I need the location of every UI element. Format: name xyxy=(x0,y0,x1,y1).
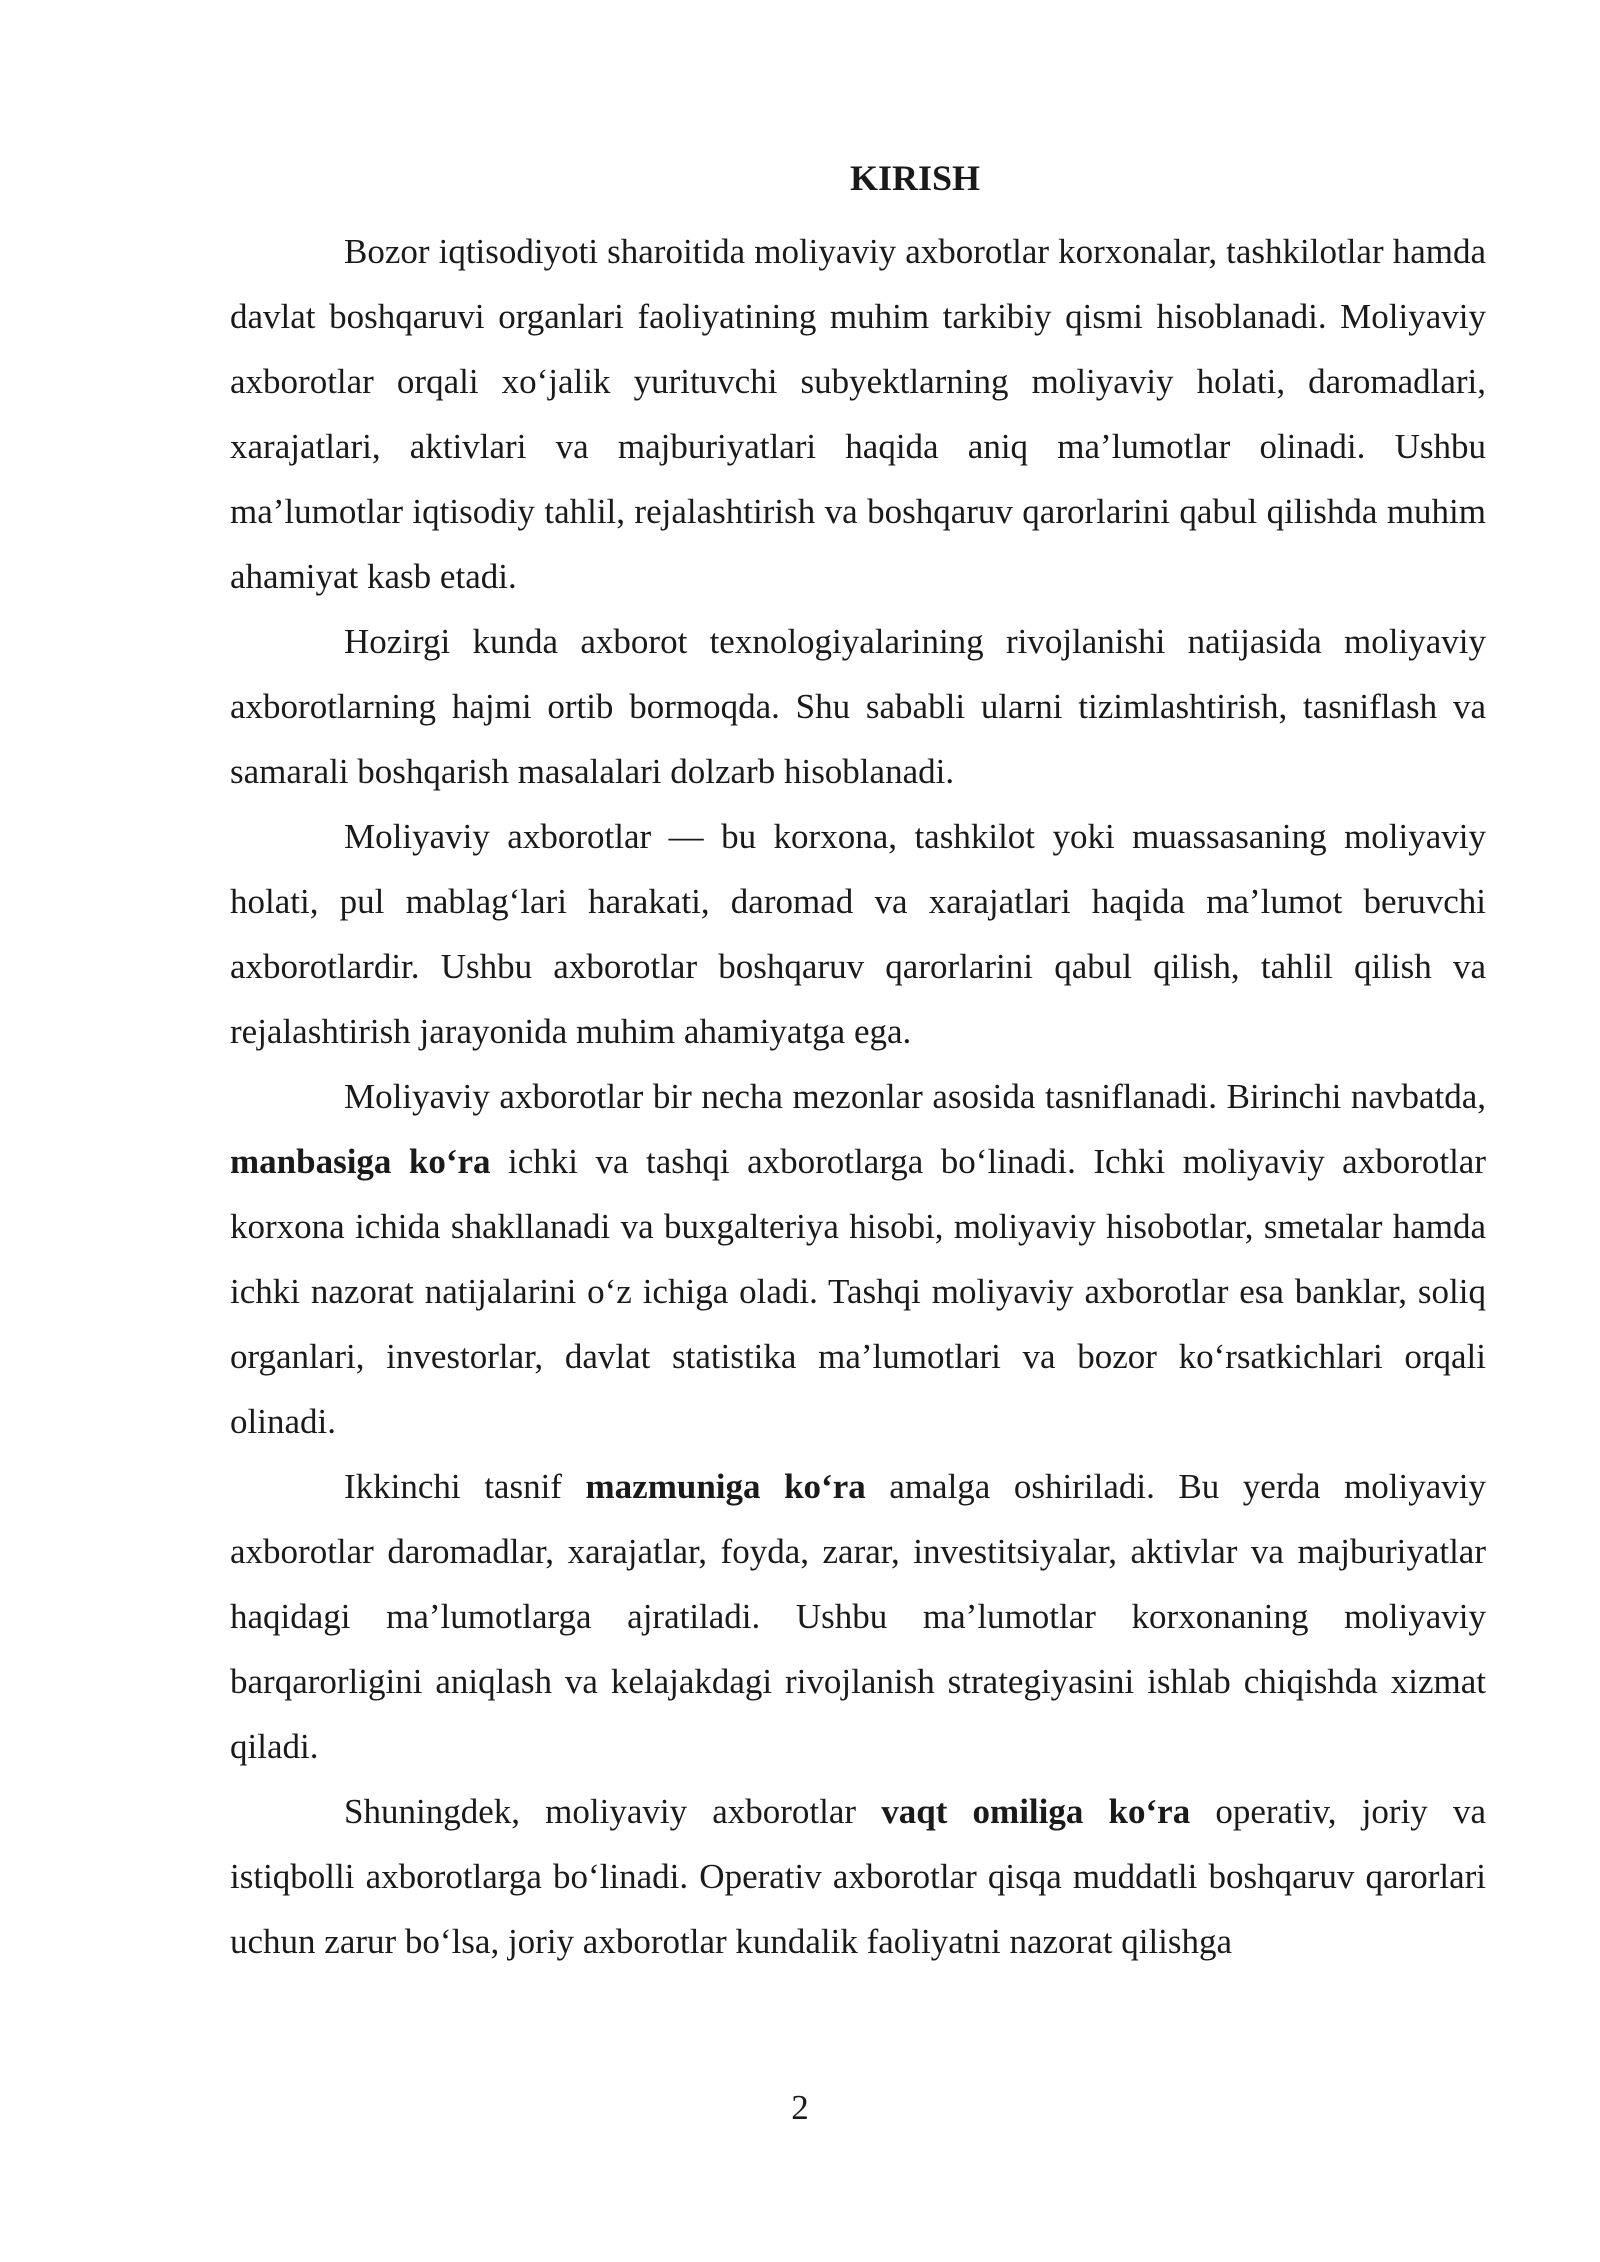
paragraph-text: amalga oshiriladi. Bu yerda moliyaviy axborotlar daromadlar, xarajatlar, foyda, zarar, investitsiyalar, aktivlar va majburiyatlar haqidagi ma’lumotlarga ajratiladi. Ushbu ma’lumotlar korxonaning moliyaviy barqarorligini aniqlash va kelajakdagi rivojlanish strategiyasini ishlab chiqishda xizmat qiladi. xyxy=(230,1467,1487,1766)
page-heading: KIRISH xyxy=(849,158,981,198)
paragraph-text: Moliyaviy axborotlar — bu korxona, tashkilot yoki muassasaning moliyaviy holati, pul mablag‘lari harakati, daromad va xarajatlari haqida ma’lumot beruvchi axborotlardir. Ushbu axborotlar boshqaruv qarorlarini qabul qilish, tahlil qilish va rejalashtirish jarayonida muhim ahamiyatga ega. xyxy=(230,817,1486,1051)
paragraph-text: Shuningdek, moliyaviy axborotlar xyxy=(344,1792,882,1831)
bold-term: mazmuniga ko‘ra xyxy=(585,1467,866,1506)
paragraph xyxy=(230,219,1486,609)
paragraph xyxy=(230,1454,1486,1779)
page-number: 2 xyxy=(791,2088,809,2127)
paragraph-text: Moliyaviy axborotlar bir necha mezonlar asosida tasniflanadi. Birinchi navbatda, xyxy=(344,1077,1486,1116)
paragraph xyxy=(230,1064,1486,1454)
paragraph-text: Bozor iqtisodiyoti sharoitida moliyaviy axborotlar korxonalar, tashkilotlar hamda davlat boshqaruvi organlari faoliyatining muhim tarkibiy qismi hisoblanadi. Moliyaviy axborotlar orqali xo‘jalik yurituvchi subyektlarning moliyaviy holati, daromadlari, xarajatlari, aktivlari va majburiyatlari haqida aniq ma’lumotlar olinadi. Ushbu ma’lumotlar iqtisodiy tahlil, rejalashtirish va boshqaruv qarorlarini qabul qilishda muhim ahamiyat kasb etadi. xyxy=(230,232,1486,596)
paragraph-text: Ikkinchi tasnif xyxy=(344,1467,586,1506)
paragraph xyxy=(230,1779,1486,1974)
paragraph-text: operativ, joriy va istiqbolli axborotlarga bo‘linadi. Operativ axborotlar qisqa muddatli boshqaruv qarorlari uchun zarur bo‘lsa, joriy axborotlar kundalik faoliyatni nazorat qilishga xyxy=(230,1792,1487,1961)
paragraph xyxy=(230,609,1486,804)
paragraph-text: Hozirgi kunda axborot texnologiyalarining rivojlanishi natijasida moliyaviy axborotlarning hajmi ortib bormoqda. Shu sababli ularni tizimlashtirish, tasniflash va samarali boshqarish masalalari dolzarb hisoblanadi. xyxy=(230,622,1486,791)
bold-term: manbasiga ko‘ra xyxy=(230,1142,491,1181)
body-text xyxy=(230,219,1486,1974)
paragraph-text: ichki va tashqi axborotlarga bo‘linadi. Ichki moliyaviy axborotlar korxona ichida shakllanadi va buxgalteriya hisobi, moliyaviy hisobotlar, smetalar hamda ichki nazorat natijalarini o‘z ichiga oladi. Tashqi moliyaviy axborotlar esa banklar, soliq organlari, investorlar, davlat statistika ma’lumotlari va bozor ko‘rsatkichlari orqali olinadi. xyxy=(230,1142,1486,1441)
bold-term: vaqt omiliga ko‘ra xyxy=(881,1792,1191,1831)
paragraph xyxy=(230,804,1486,1064)
